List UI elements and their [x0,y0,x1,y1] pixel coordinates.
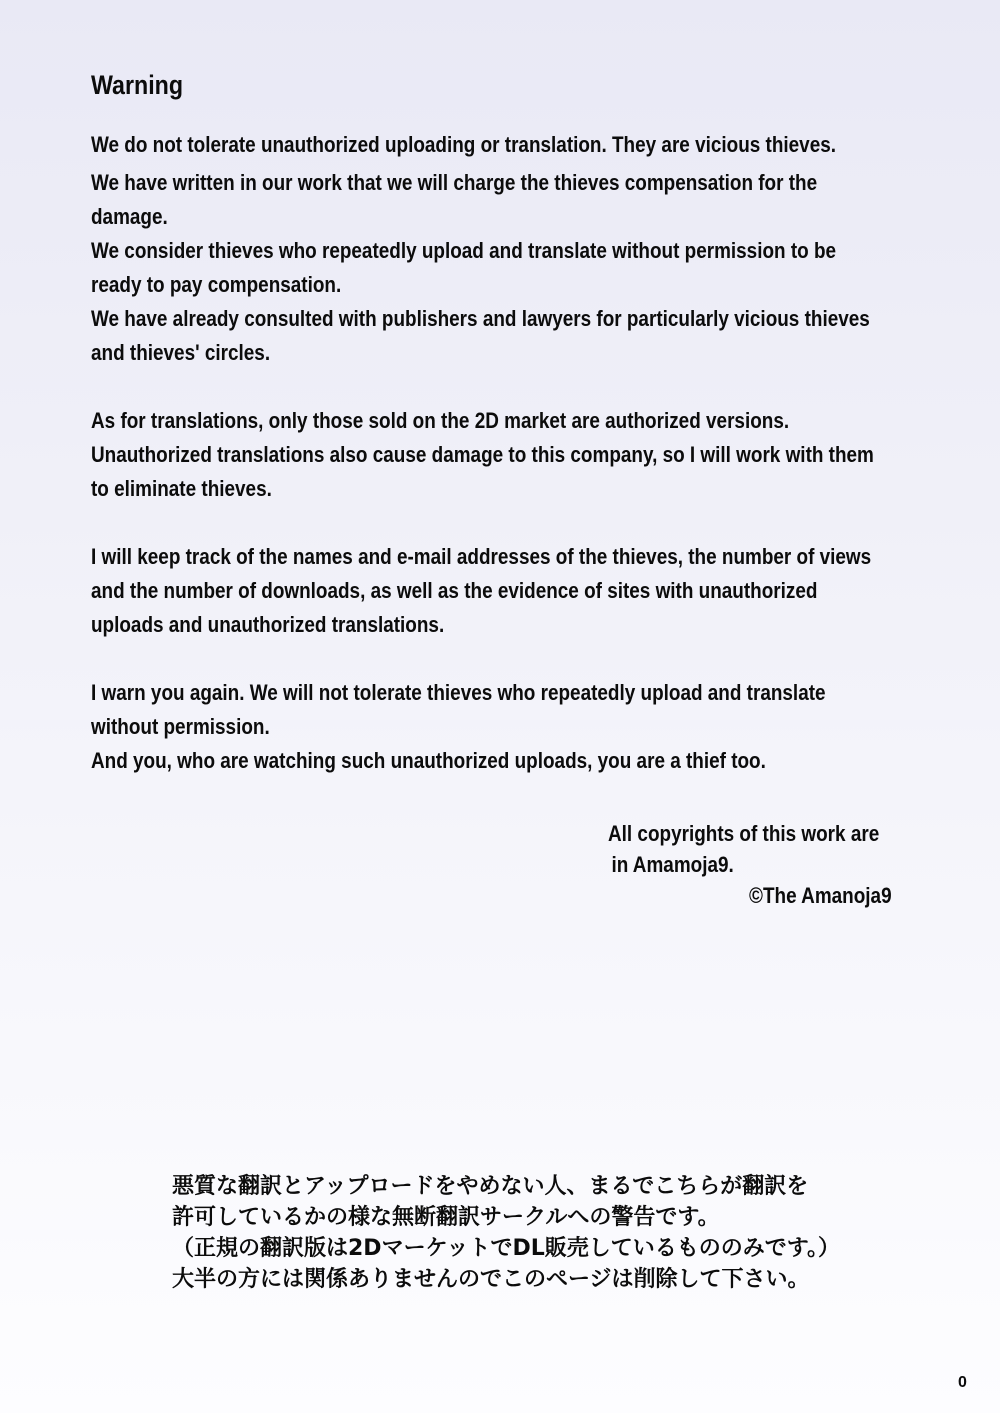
body-line: We have written in our work that we will charge the thieves compensation for the [91,170,818,195]
copyright-line: All copyrights of this work are [608,821,880,846]
copyright-notice [608,818,952,911]
body-line: And you, who are watching such unauthorized uploads, you are a thief too. [91,748,766,773]
japanese-line: 許可しているかの様な無断翻訳サークルへの警告です。 [172,1205,720,1230]
body-line: without permission. [91,714,270,739]
body-line: to eliminate thieves. [91,476,272,501]
warning-body [91,128,917,778]
body-line: As for translations, only those sold on the 2D market are authorized versions. [91,408,790,433]
body-line: I will keep track of the names and e-mail addresses of the thieves, the number of views [91,544,872,569]
body-line: We consider thieves who repeatedly upload and translate without permission to be [91,238,837,263]
body-line: Unauthorized translations also cause damage to this company, so I will work with them [91,442,874,467]
japanese-notice [172,1171,892,1295]
japanese-line: 大半の方には関係ありませんのでこのページは削除して下さい。 [172,1267,810,1292]
japanese-line: 悪質な翻訳とアップロードをやめない人、まるでこちらが翻訳を [172,1174,809,1199]
body-line: I warn you again. We will not tolerate thieves who repeatedly upload and translate [91,680,826,705]
body-line: ready to pay compensation. [91,272,342,297]
japanese-line: （正規の翻訳版は2DマーケットでDL販売しているもののみです。） [172,1236,840,1261]
page-title: Warning [91,70,184,100]
body-line: We have already consulted with publishers and lawyers for particularly vicious thieves [91,306,870,331]
body-line: uploads and unauthorized translations. [91,612,445,637]
paragraph-gap [91,642,917,676]
paragraph-gap [91,506,917,540]
copyright-line: in Amamoja9. [611,852,734,877]
body-line: and the number of downloads, as well as the evidence of sites with unauthorized [91,578,818,603]
body-line: We do not tolerate unauthorized uploading or translation. They are vicious thieves. [91,132,837,157]
body-line: and thieves' circles. [91,340,271,365]
body-line: damage. [91,204,168,229]
paragraph-gap [91,370,917,404]
copyright-owner: ©The Amanoja9 [749,883,892,908]
page-number: 0 [958,1374,967,1391]
